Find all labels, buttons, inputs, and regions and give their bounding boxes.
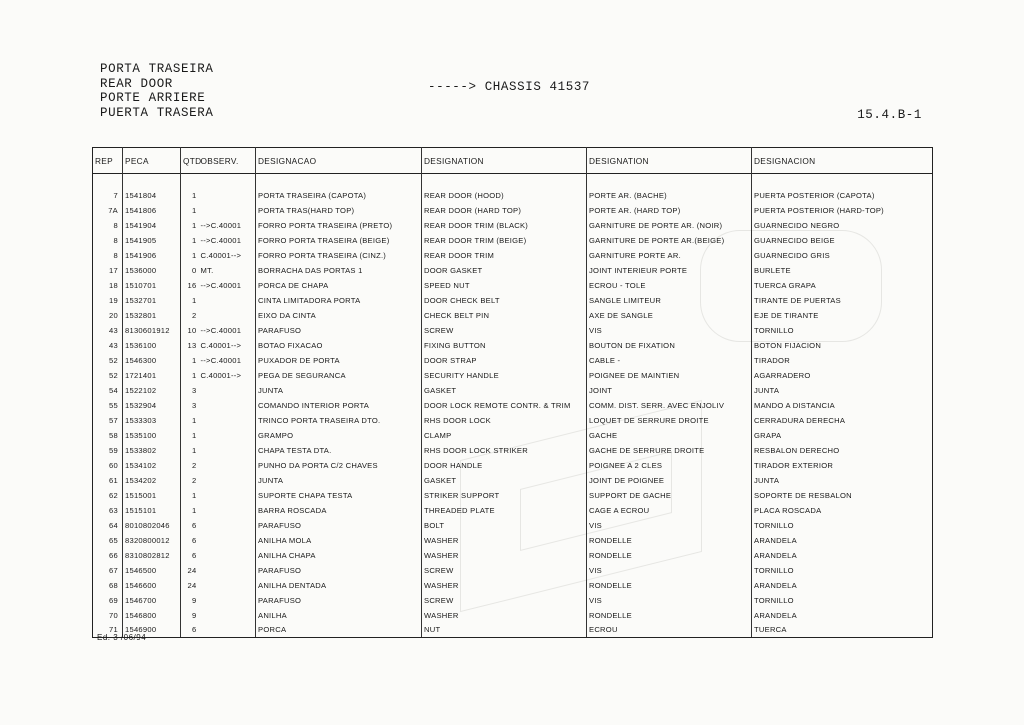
cell-observations (199, 533, 256, 548)
cell-designation-spanish: MANDO A DISTANCIA (752, 398, 933, 413)
table-row (93, 623, 933, 638)
table-row (93, 263, 933, 278)
cell-observations (199, 623, 256, 638)
title-french: PORTE ARRIERE (100, 91, 206, 105)
cell-rep: 68 (93, 578, 123, 593)
cell-designation-french: COMM. DIST. SERR. AVEC ENJOLIV (587, 398, 752, 413)
table-row (93, 353, 933, 368)
cell-designation-spanish: BOTON FIJACION (752, 338, 933, 353)
cell-part-number: 1533303 (123, 413, 181, 428)
table-row (93, 218, 933, 233)
cell-designation-english: REAR DOOR TRIM (BLACK) (422, 218, 587, 233)
cell-designation-english: WASHER (422, 548, 587, 563)
cell-observations: C.40001--> (200, 250, 242, 260)
cell-designation-french: ECROU - TOLE (587, 278, 752, 293)
cell-designation-english: REAR DOOR (HARD TOP) (422, 203, 587, 218)
cell-quantity: 1 (181, 503, 199, 518)
cell-quantity: 3 (181, 383, 199, 398)
table-row (93, 548, 933, 563)
cell-designation-french: GARNITURE DE PORTE AR. (NOIR) (587, 218, 752, 233)
table-row (93, 458, 933, 473)
table-row (93, 323, 933, 338)
table-row (93, 503, 933, 518)
cell-observations (199, 398, 256, 413)
cell-designation-english: REAR DOOR TRIM (422, 248, 587, 263)
cell-part-number: 1522102 (123, 383, 181, 398)
page-reference: 15.4.B-1 (857, 108, 922, 122)
title-spanish: PUERTA TRASERA (100, 105, 214, 120)
column-header-part-number: PECA (123, 148, 181, 174)
table-row (93, 383, 933, 398)
cell-rep: 18 (93, 278, 123, 293)
chassis-reference: -----> CHASSIS 41537 (428, 80, 591, 94)
cell-designation-spanish: EJE DE TIRANTE (752, 308, 933, 323)
cell-designation-spanish: PUERTA POSTERIOR (HARD-TOP) (752, 203, 933, 218)
cell-designation-portuguese: FORRO PORTA TRASEIRA (CINZ.) (256, 248, 422, 263)
table-row (93, 533, 933, 548)
cell-quantity: 6 (181, 533, 199, 548)
cell-part-number: 1541806 (123, 203, 181, 218)
cell-quantity: 1 (181, 428, 199, 443)
cell-designation-portuguese: TRINCO PORTA TRASEIRA DTO. (256, 413, 422, 428)
cell-designation-portuguese: COMANDO INTERIOR PORTA (256, 398, 422, 413)
cell-designation-french: POIGNEE A 2 CLES (587, 458, 752, 473)
cell-quantity: 6 (181, 623, 199, 638)
table-row (93, 233, 933, 248)
cell-quantity: 24 (181, 563, 199, 578)
cell-designation-english: DOOR LOCK REMOTE CONTR. & TRIM (422, 398, 587, 413)
cell-designation-spanish: TIRANTE DE PUERTAS (752, 293, 933, 308)
cell-designation-portuguese: PARAFUSO (256, 593, 422, 608)
column-header-designation-french: DESIGNATION (587, 148, 752, 174)
cell-designation-portuguese: BORRACHA DAS PORTAS 1 (256, 263, 422, 278)
cell-rep: 63 (93, 503, 123, 518)
cell-rep: 64 (93, 518, 123, 533)
table-spacer-row (93, 174, 933, 188)
cell-designation-french: VIS (587, 563, 752, 578)
cell-designation-english: REAR DOOR (HOOD) (422, 188, 587, 203)
cell-rep: 58 (93, 428, 123, 443)
cell-quantity: 13 (181, 338, 199, 353)
cell-designation-spanish: TORNILLO (752, 593, 933, 608)
table-row (93, 563, 933, 578)
column-header-designation-english: DESIGNATION (422, 148, 587, 174)
table-row (93, 203, 933, 218)
cell-designation-english: STRIKER SUPPORT (422, 488, 587, 503)
table-row (93, 188, 933, 203)
cell-observations (199, 578, 256, 593)
cell-designation-french: JOINT DE POIGNEE (587, 473, 752, 488)
cell-observations (199, 518, 256, 533)
cell-quantity: 16 (181, 278, 199, 293)
cell-designation-english: GASKET (422, 383, 587, 398)
table-row (93, 578, 933, 593)
cell-designation-french: BOUTON DE FIXATION (587, 338, 752, 353)
cell-part-number: 1532701 (123, 293, 181, 308)
cell-designation-english: SCREW (422, 323, 587, 338)
cell-rep: 8 (93, 248, 123, 263)
cell-part-number: 1541905 (123, 233, 181, 248)
cell-designation-portuguese: PORCA (256, 623, 422, 638)
cell-part-number: 1546900 (123, 623, 181, 638)
cell-observations (199, 473, 256, 488)
title-english: REAR DOOR (100, 76, 173, 91)
cell-designation-portuguese: ANILHA DENTADA (256, 578, 422, 593)
cell-designation-portuguese: BARRA ROSCADA (256, 503, 422, 518)
title-portuguese: PORTA TRASEIRA (100, 62, 214, 76)
cell-designation-portuguese: GRAMPO (256, 428, 422, 443)
cell-quantity: 1 (181, 293, 199, 308)
cell-designation-french: SANGLE LIMITEUR (587, 293, 752, 308)
cell-designation-portuguese: CINTA LIMITADORA PORTA (256, 293, 422, 308)
cell-rep: 52 (93, 353, 123, 368)
cell-observations (199, 413, 256, 428)
table-row (93, 338, 933, 353)
cell-designation-portuguese: ANILHA MOLA (256, 533, 422, 548)
table-row (93, 443, 933, 458)
cell-designation-spanish: BURLETE (752, 263, 933, 278)
cell-observations (199, 383, 256, 398)
cell-observations (199, 563, 256, 578)
cell-designation-english: FIXING BUTTON (422, 338, 587, 353)
cell-designation-portuguese: FORRO PORTA TRASEIRA (BEIGE) (256, 233, 422, 248)
cell-rep: 19 (93, 293, 123, 308)
cell-part-number: 1546800 (123, 608, 181, 623)
cell-rep: 57 (93, 413, 123, 428)
cell-part-number: 1532904 (123, 398, 181, 413)
cell-quantity: 1 (181, 248, 199, 263)
cell-part-number: 1510701 (123, 278, 181, 293)
column-header-designation-portuguese: DESIGNACAO (256, 148, 422, 174)
cell-observations (199, 308, 256, 323)
table-body (93, 174, 933, 638)
cell-designation-french: AXE DE SANGLE (587, 308, 752, 323)
cell-rep: 71 (93, 623, 123, 638)
table-row (93, 368, 933, 383)
cell-quantity: 2 (181, 308, 199, 323)
cell-rep: 65 (93, 533, 123, 548)
cell-rep: 8 (93, 218, 123, 233)
cell-designation-portuguese: ANILHA CHAPA (256, 548, 422, 563)
table-row (93, 248, 933, 263)
cell-part-number: 1534202 (123, 473, 181, 488)
cell-part-number: 1541904 (123, 218, 181, 233)
cell-observations (199, 503, 256, 518)
cell-designation-spanish: PLACA ROSCADA (752, 503, 933, 518)
cell-designation-french: SUPPORT DE GACHE (587, 488, 752, 503)
cell-designation-french: PORTE AR. (HARD TOP) (587, 203, 752, 218)
cell-part-number: 8320800012 (123, 533, 181, 548)
cell-observations: -->C.40001 (200, 355, 242, 365)
cell-observations: -->C.40001 (200, 220, 242, 230)
cell-part-number: 1536000 (123, 263, 181, 278)
table-row (93, 488, 933, 503)
cell-quantity: 0 (181, 263, 199, 278)
cell-designation-french: JOINT (587, 383, 752, 398)
cell-observations (199, 488, 256, 503)
table-row (93, 308, 933, 323)
cell-designation-french: RONDELLE (587, 608, 752, 623)
cell-designation-spanish: PUERTA POSTERIOR (CAPOTA) (752, 188, 933, 203)
cell-designation-spanish: TORNILLO (752, 323, 933, 338)
cell-observations (199, 608, 256, 623)
table-row (93, 398, 933, 413)
cell-part-number: 1515101 (123, 503, 181, 518)
cell-observations (199, 458, 256, 473)
parts-table (92, 147, 933, 638)
cell-designation-portuguese: FORRO PORTA TRASEIRA (PRETO) (256, 218, 422, 233)
cell-designation-spanish: TORNILLO (752, 518, 933, 533)
cell-designation-spanish: TUERCA (752, 623, 933, 638)
cell-designation-english: REAR DOOR TRIM (BEIGE) (422, 233, 587, 248)
edition-date: Ed. 3 /06/94 (97, 633, 147, 642)
cell-part-number: 8010802046 (123, 518, 181, 533)
cell-quantity: 1 (181, 353, 199, 368)
cell-designation-english: DOOR GASKET (422, 263, 587, 278)
cell-designation-french: VIS (587, 323, 752, 338)
cell-quantity: 1 (181, 443, 199, 458)
cell-rep: 52 (93, 368, 123, 383)
cell-part-number: 1532801 (123, 308, 181, 323)
cell-part-number: 1515001 (123, 488, 181, 503)
cell-designation-french: VIS (587, 593, 752, 608)
cell-observations: C.40001--> (200, 370, 242, 380)
cell-designation-english: DOOR HANDLE (422, 458, 587, 473)
cell-designation-spanish: GUARNECIDO GRIS (752, 248, 933, 263)
cell-designation-portuguese: PUNHO DA PORTA C/2 CHAVES (256, 458, 422, 473)
cell-quantity: 1 (181, 488, 199, 503)
cell-quantity: 3 (181, 398, 199, 413)
cell-rep: 20 (93, 308, 123, 323)
cell-part-number: 8310802812 (123, 548, 181, 563)
table-row (93, 593, 933, 608)
cell-designation-french: RONDELLE (587, 578, 752, 593)
table-row (93, 428, 933, 443)
cell-observations (199, 188, 256, 203)
cell-part-number: 1541804 (123, 188, 181, 203)
cell-observations: -->C.40001 (200, 280, 242, 290)
cell-designation-french: GARNITURE PORTE AR. (587, 248, 752, 263)
cell-quantity: 1 (181, 368, 199, 383)
cell-designation-french: GACHE DE SERRURE DROITE (587, 443, 752, 458)
cell-quantity: 1 (181, 188, 199, 203)
cell-quantity: 1 (181, 413, 199, 428)
cell-rep: 7 (93, 188, 123, 203)
cell-observations (199, 593, 256, 608)
cell-quantity: 6 (181, 548, 199, 563)
cell-observations (199, 203, 256, 218)
cell-designation-spanish: JUNTA (752, 383, 933, 398)
cell-quantity: 6 (181, 518, 199, 533)
cell-designation-english: THREADED PLATE (422, 503, 587, 518)
cell-designation-spanish: AGARRADERO (752, 368, 933, 383)
cell-rep: 62 (93, 488, 123, 503)
cell-designation-french: RONDELLE (587, 533, 752, 548)
cell-rep: 69 (93, 593, 123, 608)
cell-rep: 61 (93, 473, 123, 488)
cell-observations: -->C.40001 (200, 325, 242, 335)
cell-designation-french: PORTE AR. (BACHE) (587, 188, 752, 203)
cell-observations: -->C.40001 (200, 235, 242, 245)
cell-designation-french: JOINT INTERIEUR PORTE (587, 263, 752, 278)
cell-part-number: 8130601912 (123, 323, 181, 338)
table-row (93, 413, 933, 428)
cell-quantity: 1 (181, 233, 199, 248)
cell-part-number: 1546300 (123, 353, 181, 368)
cell-designation-portuguese: PARAFUSO (256, 323, 422, 338)
cell-rep: 43 (93, 323, 123, 338)
cell-designation-french: CAGE A ECROU (587, 503, 752, 518)
cell-designation-spanish: GUARNECIDO BEIGE (752, 233, 933, 248)
cell-rep: 17 (93, 263, 123, 278)
cell-quantity: 24 (181, 578, 199, 593)
cell-designation-spanish: ARANDELA (752, 533, 933, 548)
cell-designation-spanish: GRAPA (752, 428, 933, 443)
cell-rep: 70 (93, 608, 123, 623)
cell-observations (199, 548, 256, 563)
cell-quantity: 10 (181, 323, 199, 338)
cell-rep: 66 (93, 548, 123, 563)
cell-designation-spanish: GUARNECIDO NEGRO (752, 218, 933, 233)
cell-designation-french: CABLE - (587, 353, 752, 368)
cell-designation-spanish: TORNILLO (752, 563, 933, 578)
cell-designation-french: POIGNEE DE MAINTIEN (587, 368, 752, 383)
cell-designation-portuguese: BOTAO FIXACAO (256, 338, 422, 353)
cell-designation-french: RONDELLE (587, 548, 752, 563)
cell-rep: 54 (93, 383, 123, 398)
cell-designation-spanish: SOPORTE DE RESBALON (752, 488, 933, 503)
cell-part-number: 1721401 (123, 368, 181, 383)
table-header (93, 148, 933, 174)
cell-rep: 55 (93, 398, 123, 413)
cell-designation-spanish: CERRADURA DERECHA (752, 413, 933, 428)
cell-observations (199, 428, 256, 443)
cell-quantity: 2 (181, 473, 199, 488)
cell-designation-english: WASHER (422, 608, 587, 623)
cell-observations (199, 293, 256, 308)
cell-part-number: 1534102 (123, 458, 181, 473)
cell-designation-spanish: JUNTA (752, 473, 933, 488)
cell-designation-english: GASKET (422, 473, 587, 488)
cell-designation-english: CHECK BELT PIN (422, 308, 587, 323)
column-header-designation-spanish: DESIGNACION (752, 148, 933, 174)
cell-designation-english: WASHER (422, 578, 587, 593)
cell-designation-portuguese: PARAFUSO (256, 518, 422, 533)
cell-designation-spanish: RESBALON DERECHO (752, 443, 933, 458)
cell-rep: 59 (93, 443, 123, 458)
cell-designation-english: SCREW (422, 563, 587, 578)
cell-quantity: 2 (181, 458, 199, 473)
cell-designation-english: WASHER (422, 533, 587, 548)
cell-designation-french: ECROU (587, 623, 752, 638)
cell-observations: C.40001--> (200, 340, 242, 350)
cell-designation-english: DOOR CHECK BELT (422, 293, 587, 308)
cell-rep: 60 (93, 458, 123, 473)
cell-designation-spanish: TIRADOR (752, 353, 933, 368)
table-row (93, 278, 933, 293)
cell-designation-english: CLAMP (422, 428, 587, 443)
cell-part-number: 1541906 (123, 248, 181, 263)
cell-designation-portuguese: CHAPA TESTA DTA. (256, 443, 422, 458)
cell-designation-spanish: ARANDELA (752, 578, 933, 593)
column-header-rep: REP (93, 148, 123, 174)
cell-designation-english: BOLT (422, 518, 587, 533)
cell-rep: 67 (93, 563, 123, 578)
cell-observations: MT. (200, 265, 214, 275)
cell-quantity: 9 (181, 608, 199, 623)
cell-designation-english: NUT (422, 623, 587, 638)
cell-observations (199, 443, 256, 458)
cell-designation-french: VIS (587, 518, 752, 533)
cell-designation-spanish: ARANDELA (752, 548, 933, 563)
cell-part-number: 1536100 (123, 338, 181, 353)
cell-rep: 43 (93, 338, 123, 353)
cell-designation-portuguese: PORCA DE CHAPA (256, 278, 422, 293)
document-title-block (100, 62, 213, 120)
cell-part-number: 1546500 (123, 563, 181, 578)
cell-designation-portuguese: PORTA TRAS(HARD TOP) (256, 203, 422, 218)
cell-designation-portuguese: PEGA DE SEGURANCA (256, 368, 422, 383)
cell-designation-english: RHS DOOR LOCK STRIKER (422, 443, 587, 458)
cell-designation-portuguese: ANILHA (256, 608, 422, 623)
table-row (93, 293, 933, 308)
cell-designation-english: SECURITY HANDLE (422, 368, 587, 383)
column-header-quantity: QTD (181, 148, 199, 174)
cell-designation-portuguese: PARAFUSO (256, 563, 422, 578)
cell-designation-portuguese: SUPORTE CHAPA TESTA (256, 488, 422, 503)
cell-designation-french: GACHE (587, 428, 752, 443)
cell-part-number: 1546700 (123, 593, 181, 608)
cell-designation-french: LOQUET DE SERRURE DROITE (587, 413, 752, 428)
cell-quantity: 9 (181, 593, 199, 608)
table-row (93, 518, 933, 533)
cell-quantity: 1 (181, 203, 199, 218)
cell-designation-spanish: ARANDELA (752, 608, 933, 623)
cell-quantity: 1 (181, 218, 199, 233)
cell-designation-portuguese: PORTA TRASEIRA (CAPOTA) (256, 188, 422, 203)
cell-designation-english: DOOR STRAP (422, 353, 587, 368)
cell-designation-french: GARNITURE DE PORTE AR.(BEIGE) (587, 233, 752, 248)
cell-designation-portuguese: PUXADOR DE PORTA (256, 353, 422, 368)
cell-designation-english: RHS DOOR LOCK (422, 413, 587, 428)
cell-part-number: 1533802 (123, 443, 181, 458)
cell-part-number: 1546600 (123, 578, 181, 593)
cell-rep: 8 (93, 233, 123, 248)
column-header-observations: OBSERV. (200, 155, 239, 166)
cell-designation-spanish: TIRADOR EXTERIOR (752, 458, 933, 473)
cell-designation-portuguese: JUNTA (256, 473, 422, 488)
table-row (93, 473, 933, 488)
cell-designation-english: SCREW (422, 593, 587, 608)
cell-designation-portuguese: EIXO DA CINTA (256, 308, 422, 323)
cell-part-number: 1535100 (123, 428, 181, 443)
table-row (93, 608, 933, 623)
cell-designation-spanish: TUERCA GRAPA (752, 278, 933, 293)
cell-designation-english: SPEED NUT (422, 278, 587, 293)
cell-rep: 7A (93, 203, 123, 218)
cell-designation-portuguese: JUNTA (256, 383, 422, 398)
